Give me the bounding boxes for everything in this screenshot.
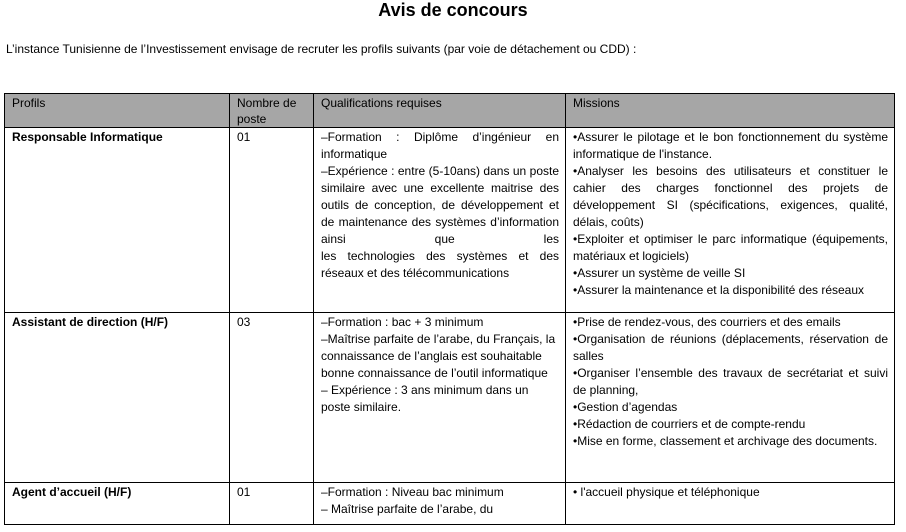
header-qualifications: Qualifications requises (314, 94, 566, 128)
missions-cell (566, 128, 895, 313)
table-row (5, 483, 895, 525)
missions-cell (566, 483, 895, 525)
header-profils: Profils (5, 94, 230, 128)
qualification-item: –Formation : Diplôme d’ingénieur en informatique (321, 130, 559, 161)
qualification-item: – Expérience : 3 ans minimum dans un poste similaire. (321, 383, 529, 414)
mission-item: •Organisation de réunions (déplacements, réservation de salles (573, 332, 888, 363)
qualification-item: –Formation : bac + 3 minimum (321, 315, 484, 329)
table-row (5, 313, 895, 483)
qualification-item: les technologies des systèmes et des réseaux et des télécommunications (321, 249, 559, 280)
missions-cell (566, 313, 895, 483)
qualifications-cell (314, 313, 566, 483)
profile-name: Agent d’accueil (H/F) (5, 483, 230, 525)
post-count: 01 (230, 128, 314, 313)
profiles-table (4, 93, 895, 525)
mission-item: •Analyser les besoins des utilisateurs et constituer le cahier des charges fonctionnel des projets de développement SI (spécifications, exigences, qualité, délais, coûts) (573, 164, 888, 229)
qualifications-cell (314, 483, 566, 525)
header-nombre-de-poste: Nombre de poste (230, 94, 314, 128)
mission-item: •Gestion d’agendas (573, 400, 678, 414)
mission-item: •Exploiter et optimiser le parc informatique (équipements, matériaux et logiciels) (573, 232, 888, 263)
mission-item: •Organiser l’ensemble des travaux de secrétariat et suivi de planning, (573, 366, 888, 397)
post-count: 01 (230, 483, 314, 525)
page-title: Avis de concours (378, 0, 528, 20)
mission-item: •Mise en forme, classement et archivage des documents. (573, 434, 878, 448)
qualification-item: –Formation : Niveau bac minimum (321, 485, 504, 499)
profile-name: Responsable Informatique (5, 128, 230, 313)
mission-item: •Assurer un système de veille SI (573, 266, 746, 280)
qualification-item: –Maîtrise parfaite de l’arabe, du Français, la connaissance de l’anglais est souhaitable bonne connaissance de l’outil informatique (321, 332, 556, 380)
qualifications-cell (314, 128, 566, 313)
mission-item: •Rédaction de courriers et de compte-rendu (573, 417, 806, 431)
mission-item: •Prise de rendez-vous, des courriers et des emails (573, 315, 841, 329)
header-missions: Missions (566, 94, 895, 128)
table-row (5, 128, 895, 313)
mission-item: • l'accueil physique et téléphonique (573, 485, 760, 499)
qualification-item: –Expérience : entre (5-10ans) dans un poste similaire avec une excellente maitrise des outils de conception, de développement et de maintenance des systèmes d’information ainsi que les (321, 164, 559, 246)
mission-item: •Assurer le pilotage et le bon fonctionnement du système informatique de l'instance. (573, 130, 888, 161)
table-header-row (5, 94, 895, 128)
qualification-item: – Maîtrise parfaite de l’arabe, du (321, 502, 494, 516)
mission-item: •Assurer la maintenance et la disponibilité des réseaux (573, 283, 865, 297)
post-count: 03 (230, 313, 314, 483)
profile-name: Assistant de direction (H/F) (5, 313, 230, 483)
intro-paragraph: L’instance Tunisienne de l’Investissement envisage de recruter les profils suivants (par voie de détachement ou CDD) : (6, 42, 637, 56)
